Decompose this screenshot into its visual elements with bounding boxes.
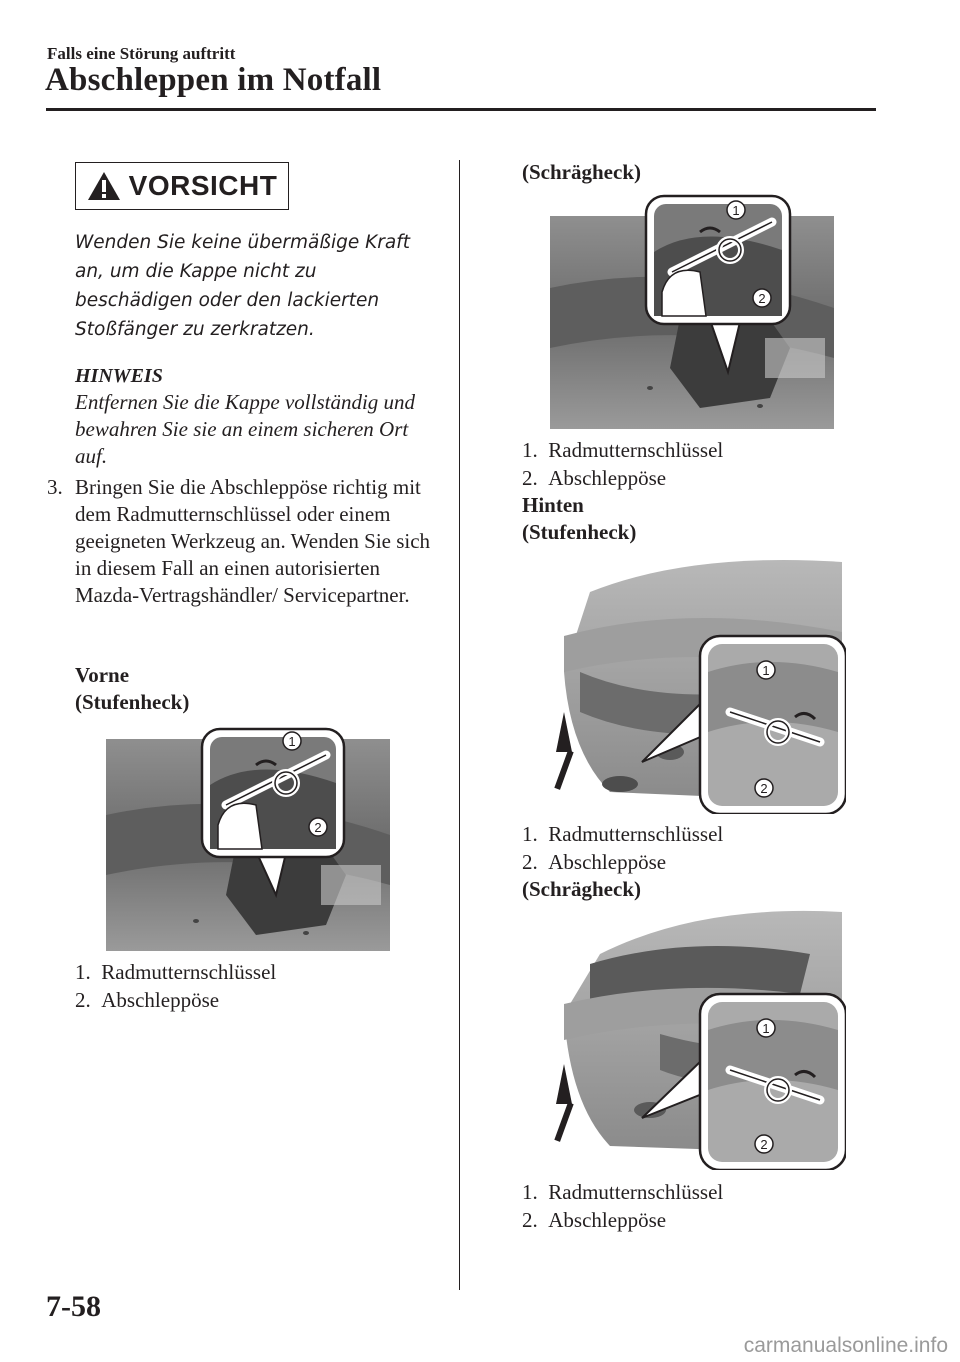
warning-triangle-icon: [87, 171, 121, 201]
legend-item-2: Abschleppöse: [548, 466, 667, 490]
heading-rear-hatch: (Schrägheck): [522, 877, 641, 901]
figure-rear-hatch: [550, 904, 846, 1170]
legend-num-1: 1.: [522, 1180, 538, 1204]
callout-2: 2: [758, 291, 766, 306]
legend-rear-sedan: [522, 820, 723, 876]
column-divider: [459, 160, 460, 1290]
legend-num-1: 1.: [522, 438, 538, 462]
legend-num-2: 2.: [522, 850, 538, 874]
figure-front-hatch: [550, 192, 834, 429]
callout-2: 2: [760, 1137, 768, 1152]
legend-item-1: Radmutternschlüssel: [101, 960, 277, 984]
legend-num-2: 2.: [75, 988, 91, 1012]
figure-rear-sedan: [550, 552, 846, 814]
legend-item-1: Radmutternschlüssel: [548, 822, 724, 846]
legend-front-sedan: [75, 958, 276, 1014]
page-title: Abschleppen im Notfall: [45, 62, 382, 98]
callout-1: 1: [732, 203, 740, 218]
legend-num-2: 2.: [522, 466, 538, 490]
legend-rear-hatch: [522, 1178, 723, 1234]
legend-front-hatch: [522, 436, 723, 492]
heading-rear: Hinten: [522, 493, 584, 517]
legend-item-2: Abschleppöse: [548, 1208, 667, 1232]
callout-2: 2: [314, 820, 322, 835]
callout-1: 1: [288, 734, 296, 749]
callout-1: 1: [762, 1021, 770, 1036]
heading-front-sedan: (Stufenheck): [75, 690, 190, 714]
legend-num-1: 1.: [522, 822, 538, 846]
heading-rear-sedan: (Stufenheck): [522, 520, 637, 544]
title-rule: [46, 108, 876, 111]
legend-item-2: Abschleppöse: [548, 850, 667, 874]
caution-text: Wenden Sie keine übermäßige Kraft an, um die Kappe nicht zu beschädigen oder den lackierten Stoßfänger zu zerkratzen.: [75, 232, 410, 340]
page-number: 7-58: [46, 1290, 101, 1323]
callout-2: 2: [760, 781, 768, 796]
step-number: 3.: [47, 475, 63, 499]
heading-front: Vorne: [75, 663, 130, 687]
legend-item-1: Radmutternschlüssel: [548, 438, 724, 462]
figure-front-sedan: [106, 725, 390, 951]
step-text: Bringen Sie die Abschleppöse richtig mit dem Radmutternschlüssel oder einem geeigneten Werkzeug an. Wenden Sie sich in diesem Fall an einen autorisierten Mazda-Vertragshändler/ Servicepartner.: [75, 475, 431, 607]
section-label: Falls eine Störung auftritt: [47, 44, 236, 63]
callout-1: 1: [762, 663, 770, 678]
watermark: carmanualsonline.info: [743, 1334, 948, 1357]
legend-num-1: 1.: [75, 960, 91, 984]
caution-label: VORSICHT: [128, 170, 278, 201]
caution-box: [75, 162, 289, 210]
legend-item-1: Radmutternschlüssel: [548, 1180, 724, 1204]
note-title: HINWEIS: [75, 365, 163, 387]
legend-item-2: Abschleppöse: [101, 988, 220, 1012]
note-text: Entfernen Sie die Kappe vollständig und bewahren Sie sie an einem sicheren Ort auf.: [75, 390, 416, 468]
heading-front-hatch: (Schrägheck): [522, 160, 641, 184]
step-3: [47, 474, 447, 609]
legend-num-2: 2.: [522, 1208, 538, 1232]
